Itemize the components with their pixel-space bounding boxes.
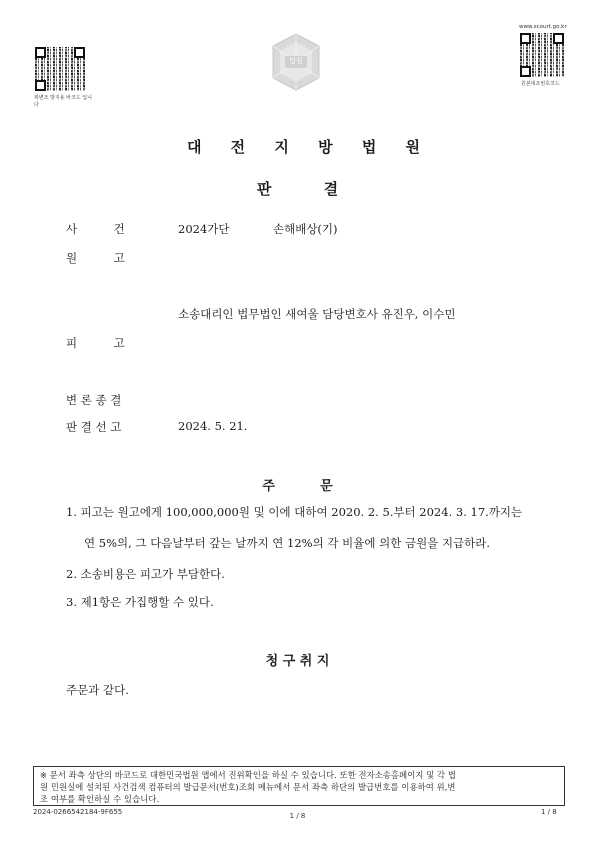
plaintiff-label: 원 고 [66, 251, 125, 265]
notice-line-3: 조 여부를 확인하실 수 있습니다. [40, 794, 160, 804]
document-type: 판 결 [256, 180, 339, 198]
counsel: 소송대리인 법무법인 새여울 담당변호사 유진우, 이수민 [178, 307, 456, 321]
case-number: 2024가단 [178, 222, 230, 236]
left-barcode-caption: 위변조 방지용 바코드 입니다 [34, 95, 92, 108]
order-item-3: 3. 제1항은 가집행할 수 있다. [66, 595, 214, 609]
left-barcode [35, 47, 85, 91]
page-number-center: 1 / 8 [289, 812, 306, 820]
authenticity-notice [33, 766, 565, 806]
order-heading: 주 문 [262, 479, 333, 494]
closing-label: 변 론 종 결 [66, 393, 122, 407]
case-title: 손해배상(기) [273, 222, 338, 236]
seal-label: 법원 [289, 57, 303, 65]
right-barcode [520, 33, 564, 77]
judgment-date: 2024. 5. 21. [178, 419, 248, 433]
order-item-1-cont: 연 5%의, 그 다음날부터 갚는 날까지 연 12%의 각 비율에 의한 금원을 지급하라. [84, 536, 491, 550]
claim-text: 주문과 같다. [66, 683, 129, 697]
claim-heading: 청 구 취 지 [265, 654, 330, 669]
right-barcode-caption: 원본대조번호코드 [521, 81, 560, 87]
court-name: 대 전 지 방 법 원 [186, 138, 433, 156]
issue-number: 2024-0266542184-9F655 [33, 808, 123, 816]
defendant-label: 피 고 [66, 336, 125, 350]
notice-line-2: 원 민원실에 설치된 사건검색 컴퓨터의 발급문서(번호)조회 메뉴에서 문서 좌측 하단의 발급번호를 이용하여 위,변 [40, 782, 456, 792]
order-item-1: 1. 피고는 원고에게 100,000,000원 및 이에 대하여 2020. 2. 5.부터 2024. 3. 17.까지는 [66, 505, 523, 519]
case-label: 사 건 [66, 222, 125, 236]
judgment-date-label: 판 결 선 고 [66, 420, 122, 434]
page-number-right: 1 / 8 [541, 808, 557, 816]
right-url: www.scourt.go.kr [519, 24, 567, 30]
notice-line-1: ※ 문서 좌측 상단의 바코드로 대한민국법원 앱에서 진위확인을 하실 수 있습니다. 또한 전자소송홈페이지 및 각 법 [40, 770, 457, 780]
order-item-2: 2. 소송비용은 피고가 부담한다. [66, 567, 225, 581]
